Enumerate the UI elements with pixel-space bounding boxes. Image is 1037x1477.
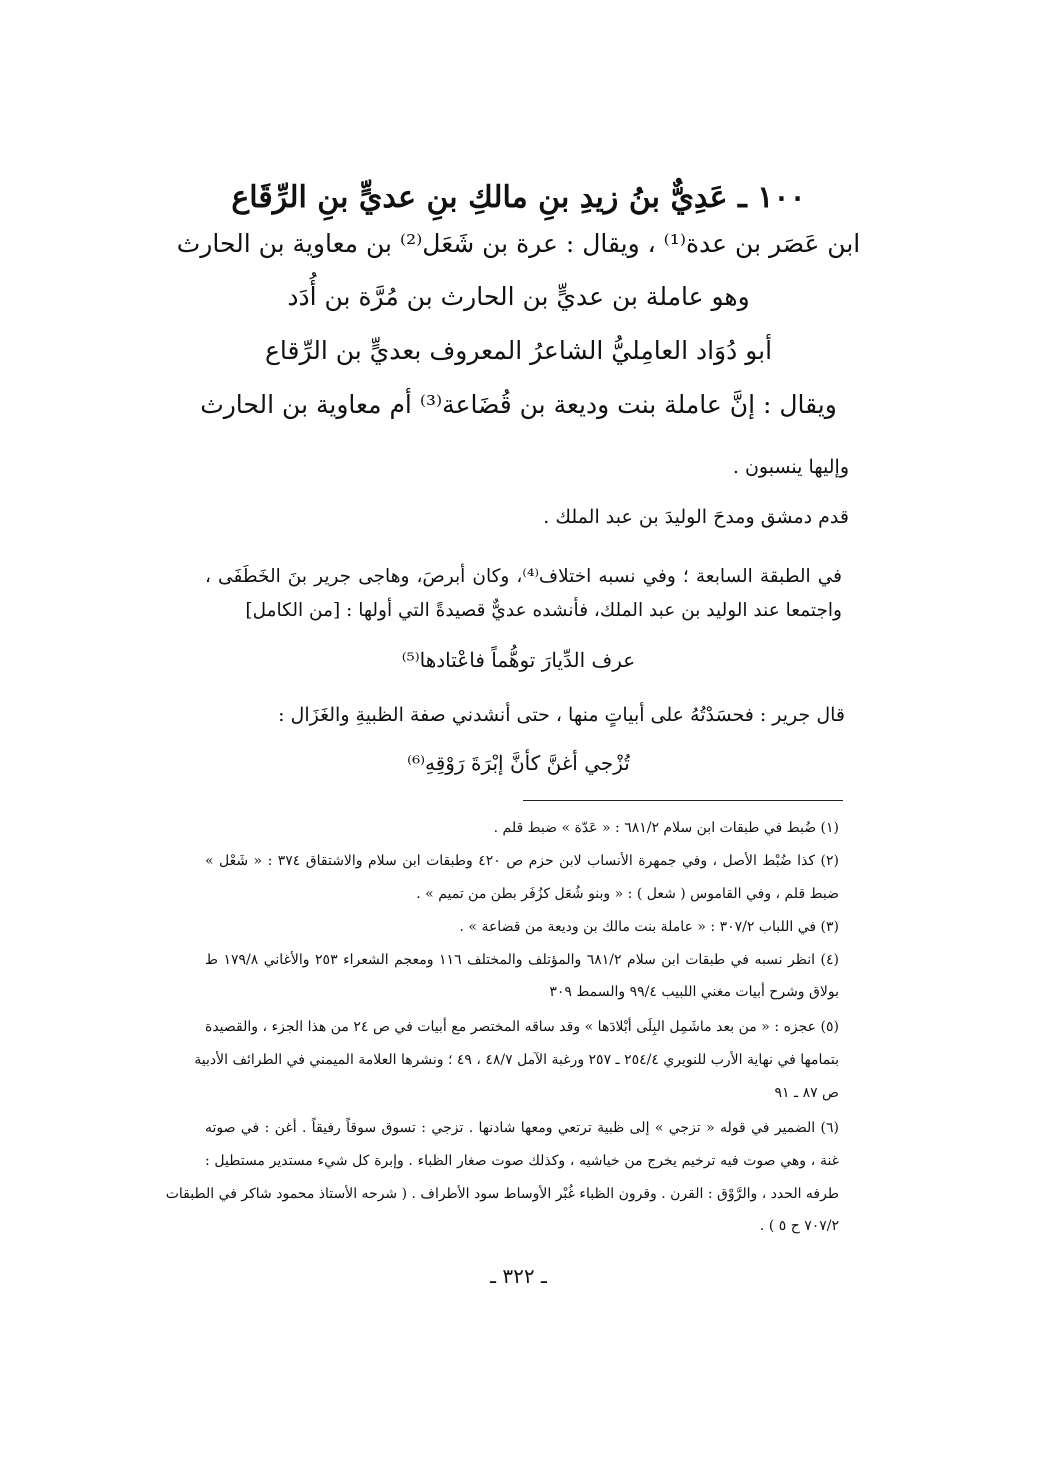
verse-line-1: عرف الدِّيارَ توهُّماً فاعْتادها⁽⁵⁾ bbox=[401, 648, 636, 672]
footnote-5-line-2: بتمامها في نهاية الأرب للنويري ٢٥٤/٤ ـ ٢٥٧ ورغبة الآمل ٤٨/٧ ، ٤٩ ؛ ونشرها العلامة الميمني في الطرائف الأدبية bbox=[194, 1052, 839, 1068]
footnote-6-line-3: طرفه الحدد ، والرَّوْق : القرن . وقرون الظباء غُبْر الأوساط سود الأطراف . ( شرحه الأستاذ محمود شاكر في الطبقات bbox=[165, 1186, 839, 1202]
footnote-4-line-2: بولاق وشرح أبيات مغني اللبيب ٩٩/٤ والسمط ٣٠٩ bbox=[549, 984, 839, 1000]
paragraph-jarir: قال جرير : فحسَدْتُهُ على أبياتٍ منها ، حتى أنشدني صفة الظبيةِ والغَزَال : bbox=[278, 704, 845, 726]
lineage-line-3: أبو دُوَاد العامِليُّ الشاعرُ المعروف بعديٍّ بن الرِّقاع bbox=[264, 336, 773, 365]
footnote-2-line-2: ضبط قلم ، وفي القاموس ( شعل ) : « وبنو شُعَل كزُفَر بطن من تميم » . bbox=[416, 886, 839, 902]
entry-title: ١٠٠ ـ عَدِيٌّ بنُ زيدِ بنِ مالكِ بنِ عديٍّ بنِ الرِّقَاع bbox=[231, 180, 806, 215]
footnote-divider bbox=[523, 800, 843, 801]
lineage-line-2: وهو عاملة بن عديٍّ بن الحارث بن مُرَّة بن أُدَد bbox=[287, 282, 750, 311]
footnote-1: (١) ضُبط في طبقات ابن سلام ٦٨١/٢ : « عَدّة » ضبط قلم . bbox=[493, 820, 839, 836]
page-number: ـ ٣٢٢ ـ bbox=[490, 1264, 547, 1288]
paragraph-line-4: واجتمعا عند الوليد بن عبد الملك، فأنشده عديٌّ قصيدةً التي أولها : [من الكامل] bbox=[245, 600, 842, 621]
paragraph-line-2: قدم دمشق ومدحَ الوليدَ بن عبد الملك . bbox=[543, 506, 849, 528]
lineage-line-1: ابن عَصَر بن عدة⁽¹⁾ ، ويقال : عرة بن شَعَل⁽²⁾ بن معاوية بن الحارث bbox=[176, 229, 861, 258]
footnote-5-line-3: ص ٨٧ ـ ٩١ bbox=[774, 1085, 839, 1101]
footnote-6-line-2: غنة ، وهي صوت فيه ترخيم يخرج من خياشيه ، وكذلك صوت صغار الظباء . وإبرة كل شيء مستدير مستطيل : bbox=[205, 1153, 839, 1169]
footnote-6-line-1: (٦) الضمير في قوله « تزجي » إلى ظبية ترتعي ومعها شادنها . تزجي : تسوق سوقاً رفيقاً . أغن : في صوته bbox=[205, 1120, 839, 1136]
footnote-3: (٣) في اللباب ٣٠٧/٢ : « عاملة بنت مالك بن وديعة من قضاعة » . bbox=[459, 919, 839, 935]
paragraph-line-3: في الطبقة السابعة ؛ وفي نسبه اختلاف⁽⁴⁾، وكان أبرصَ، وهاجى جرير بنَ الخَطَفَى ، bbox=[205, 566, 842, 587]
verse-line-2: تُزْجي أغنَّ كأنَّ إبْرَةَ رَوْقِهِ⁽⁶⁾ bbox=[407, 751, 630, 775]
lineage-line-4: ويقال : إنَّ عاملة بنت وديعة بن قُضَاعة⁽³⁾ أم معاوية بن الحارث bbox=[200, 390, 837, 419]
footnote-2-line-1: (٢) كذا ضُبْط الأصل ، وفي جمهرة الأنساب لابن حزم ص ٤٢٠ وطبقات ابن سلام والاشتقاق ٣٧٤ : « شَعْل » bbox=[205, 853, 839, 869]
paragraph-line-1: وإليها ينسبون . bbox=[732, 456, 849, 478]
footnote-6-line-4: ٧٠٧/٢ ح ٥ ) . bbox=[759, 1218, 839, 1234]
footnote-4-line-1: (٤) انظر نسبه في طبقات ابن سلام ٦٨١/٢ والمؤتلف والمختلف ١١٦ ومعجم الشعراء ٢٥٣ والأغاني ١٧٩/٨ ط bbox=[205, 952, 839, 968]
footnote-5-line-1: (٥) عجزه : « من بعد ماشَمِل البِلَى أبْلادَها » وقد ساقه المختصر مع أبيات في ص ٢٤ من هذا الجزء ، والقصيدة bbox=[205, 1019, 840, 1035]
